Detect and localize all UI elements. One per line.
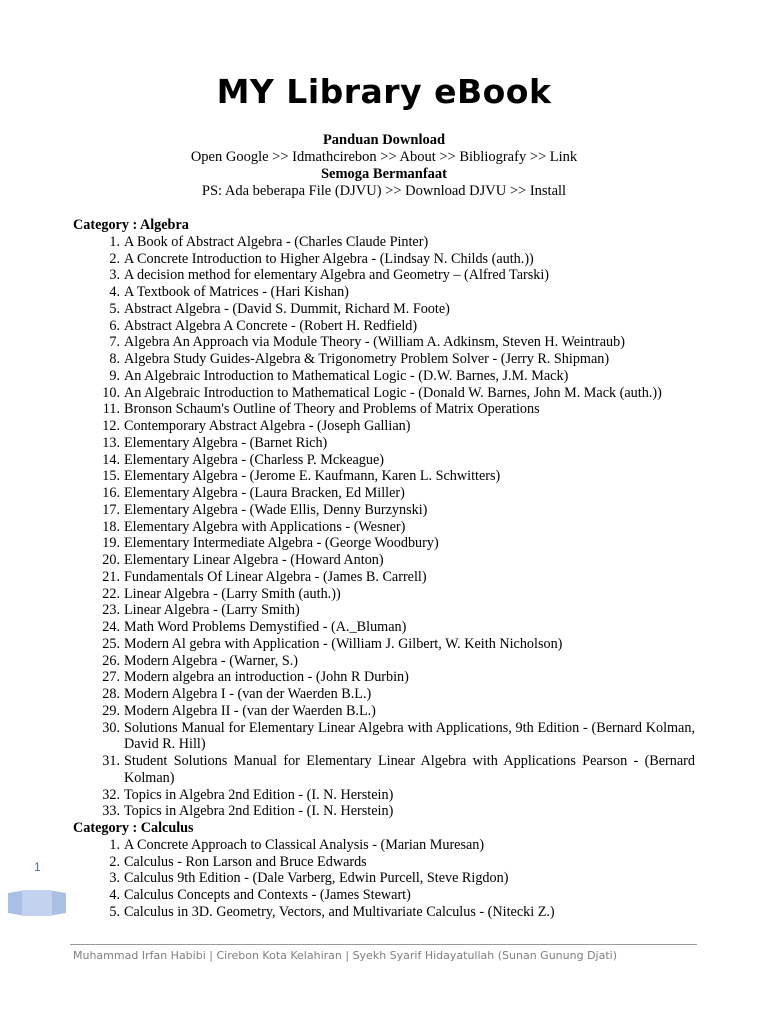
item-number: 5. [109, 903, 120, 920]
item-number: 23. [102, 602, 120, 619]
book-list-section [73, 234, 695, 820]
item-title: A Book of Abstract Algebra - (Charles Claude Pinter) [124, 233, 429, 250]
item-number: 17. [102, 501, 120, 518]
item-number: 7. [109, 334, 120, 351]
item-number: 1. [109, 233, 120, 250]
item-number: 24. [102, 619, 120, 635]
item-title: Modern Al gebra with Application - (William J. Gilbert, W. Keith Nicholson) [124, 635, 563, 652]
list-item [73, 519, 695, 536]
list-item [73, 837, 695, 854]
item-title: Elementary Algebra - (Barnet Rich) [124, 434, 328, 451]
item-title: Abstract Algebra A Concrete - (Robert H. Redfield) [124, 317, 418, 334]
list-item [73, 686, 695, 703]
list-item [73, 401, 695, 418]
list-item [73, 904, 695, 921]
list-item [73, 418, 695, 435]
item-title: Linear Algebra - (Larry Smith (auth.)) [124, 585, 341, 602]
list-item [73, 803, 695, 820]
list-item [73, 385, 695, 402]
list-item [73, 753, 695, 787]
item-number: 4. [109, 887, 120, 903]
list-item [73, 653, 695, 670]
item-title: A Textbook of Matrices - (Hari Kishan) [124, 284, 349, 300]
item-title: Calculus Concepts and Contexts - (James Stewart) [124, 887, 411, 903]
item-number: 3. [109, 267, 120, 284]
item-number: 19. [102, 535, 120, 552]
item-title: A Concrete Approach to Classical Analysis - (Marian Muresan) [124, 836, 485, 853]
list-item [73, 703, 695, 720]
item-title: Elementary Linear Algebra - (Howard Anton) [124, 552, 384, 568]
item-number: 6. [109, 317, 120, 334]
item-title: Calculus - Ron Larson and Bruce Edwards [124, 853, 367, 870]
item-number: 12. [102, 418, 120, 434]
category-heading: Category : Calculus [73, 820, 194, 836]
item-number: 21. [102, 568, 120, 585]
item-title: Modern Algebra - (Warner, S.) [124, 652, 298, 669]
list-item [73, 485, 695, 502]
item-title: An Algebraic Introduction to Mathematical Logic - (Donald W. Barnes, John M. Mack (auth.)) [124, 384, 662, 401]
category-heading: Category : Algebra [73, 217, 189, 233]
item-number: 18. [102, 518, 120, 535]
item-number: 15. [102, 468, 120, 485]
item-number: 20. [102, 552, 120, 568]
item-number: 2. [109, 853, 120, 870]
item-title: Modern Algebra I - (van der Waerden B.L.) [124, 686, 372, 702]
item-title: Calculus in 3D. Geometry, Vectors, and Multivariate Calculus - (Nitecki Z.) [124, 903, 555, 920]
list-item [73, 368, 695, 385]
item-number: 16. [102, 485, 120, 501]
list-item [73, 468, 695, 485]
item-title: Calculus 9th Edition - (Dale Varberg, Edwin Purcell, Steve Rigdon) [124, 870, 509, 887]
item-number: 31. [102, 753, 120, 769]
item-title: A decision method for elementary Algebra and Geometry – (Alfred Tarski) [124, 267, 550, 284]
item-title: Contemporary Abstract Algebra - (Joseph Gallian) [124, 418, 411, 434]
item-number: 28. [102, 686, 120, 702]
item-title: Modern algebra an introduction - (John R Durbin) [124, 669, 409, 686]
list-item [73, 887, 695, 904]
book-list-section [73, 837, 695, 921]
item-title: An Algebraic Introduction to Mathematical Logic - (D.W. Barnes, J.M. Mack) [124, 367, 569, 384]
list-item [73, 502, 695, 519]
list-item [73, 267, 695, 284]
page-tab-decoration [8, 890, 66, 916]
list-item [73, 284, 695, 301]
item-number: 26. [102, 652, 120, 669]
item-title: Math Word Problems Demystified - (A._Bluman) [124, 619, 407, 635]
list-item [73, 452, 695, 469]
item-title: Solutions Manual for Elementary Linear Algebra with Applications, 9th Edition - (Bernard Kolman, David R. Hill) [124, 719, 695, 753]
item-title: Topics in Algebra 2nd Edition - (I. N. Herstein) [124, 803, 394, 820]
list-item [73, 787, 695, 804]
intro-wish: Semoga Bermanfaat [320, 166, 448, 182]
item-number: 14. [102, 451, 120, 468]
item-number: 8. [109, 351, 120, 367]
list-item [73, 334, 695, 351]
item-number: 30. [102, 719, 120, 736]
intro-note: PS: Ada beberapa File (DJVU) >> Download DJVU >> Install [201, 183, 567, 199]
item-number: 27. [102, 669, 120, 686]
list-item [73, 669, 695, 686]
item-title: Elementary Algebra - (Wade Ellis, Denny Burzynski) [124, 501, 428, 518]
list-item [73, 854, 695, 871]
intro-heading: Panduan Download [322, 132, 446, 148]
list-item [73, 636, 695, 653]
intro-block [0, 132, 768, 200]
item-number: 3. [109, 870, 120, 887]
list-item [73, 301, 695, 318]
item-number: 5. [109, 300, 120, 317]
page-title: MY Library eBook [216, 72, 552, 111]
list-item [73, 870, 695, 887]
item-number: 1. [109, 836, 120, 853]
list-item [73, 318, 695, 335]
item-title: Elementary Intermediate Algebra - (George Woodbury) [124, 535, 439, 552]
item-number: 22. [102, 585, 120, 602]
item-title: Bronson Schaum's Outline of Theory and Problems of Matrix Operations [124, 401, 540, 418]
list-item [73, 569, 695, 586]
item-title: Linear Algebra - (Larry Smith) [124, 602, 300, 619]
footer-divider [70, 944, 697, 945]
list-item [73, 619, 695, 636]
list-item [73, 586, 695, 603]
item-title: Student Solutions Manual for Elementary Linear Algebra with Applications Pearson - (Bernard Kolman) [124, 753, 695, 786]
item-title: Topics in Algebra 2nd Edition - (I. N. Herstein) [124, 786, 394, 803]
list-item [73, 602, 695, 619]
item-number: 4. [109, 284, 120, 300]
item-number: 9. [109, 367, 120, 384]
item-number: 25. [102, 635, 120, 652]
item-title: Elementary Algebra - (Laura Bracken, Ed Miller) [124, 485, 405, 501]
item-title: A Concrete Introduction to Higher Algebra - (Lindsay N. Childs (auth.)) [124, 250, 534, 267]
list-item [73, 234, 695, 251]
list-item [73, 720, 695, 754]
item-number: 13. [102, 434, 120, 451]
item-number: 33. [102, 803, 120, 820]
item-number: 10. [102, 384, 120, 401]
item-number: 2. [109, 250, 120, 267]
page-footer: Muhammad Irfan Habibi | Cirebon Kota Kelahiran | Syekh Syarif Hidayatullah (Sunan Gunung Djati) [73, 949, 617, 962]
item-title: Elementary Algebra - (Charless P. Mckeague) [124, 451, 385, 468]
list-item [73, 535, 695, 552]
intro-instructions: Open Google >> Idmathcirebon >> About >> Bibliografy >> Link [190, 149, 578, 165]
item-number: 11. [102, 401, 120, 418]
item-number: 29. [102, 702, 120, 719]
item-title: Algebra Study Guides-Algebra & Trigonometry Problem Solver - (Jerry R. Shipman) [124, 351, 610, 367]
list-item [73, 351, 695, 368]
item-title: Modern Algebra II - (van der Waerden B.L.) [124, 702, 376, 719]
book-list [73, 217, 695, 921]
page-number: 1 [34, 860, 41, 874]
list-item [73, 251, 695, 268]
item-title: Fundamentals Of Linear Algebra - (James B. Carrell) [124, 568, 427, 585]
item-title: Abstract Algebra - (David S. Dummit, Richard M. Foote) [124, 300, 450, 317]
item-title: Algebra An Approach via Module Theory - (William A. Adkinsm, Steven H. Weintraub) [124, 334, 625, 351]
item-title: Elementary Algebra - (Jerome E. Kaufmann, Karen L. Schwitters) [124, 468, 501, 485]
item-title: Elementary Algebra with Applications - (Wesner) [124, 518, 406, 535]
list-item [73, 552, 695, 569]
list-item [73, 435, 695, 452]
item-number: 32. [102, 786, 120, 803]
